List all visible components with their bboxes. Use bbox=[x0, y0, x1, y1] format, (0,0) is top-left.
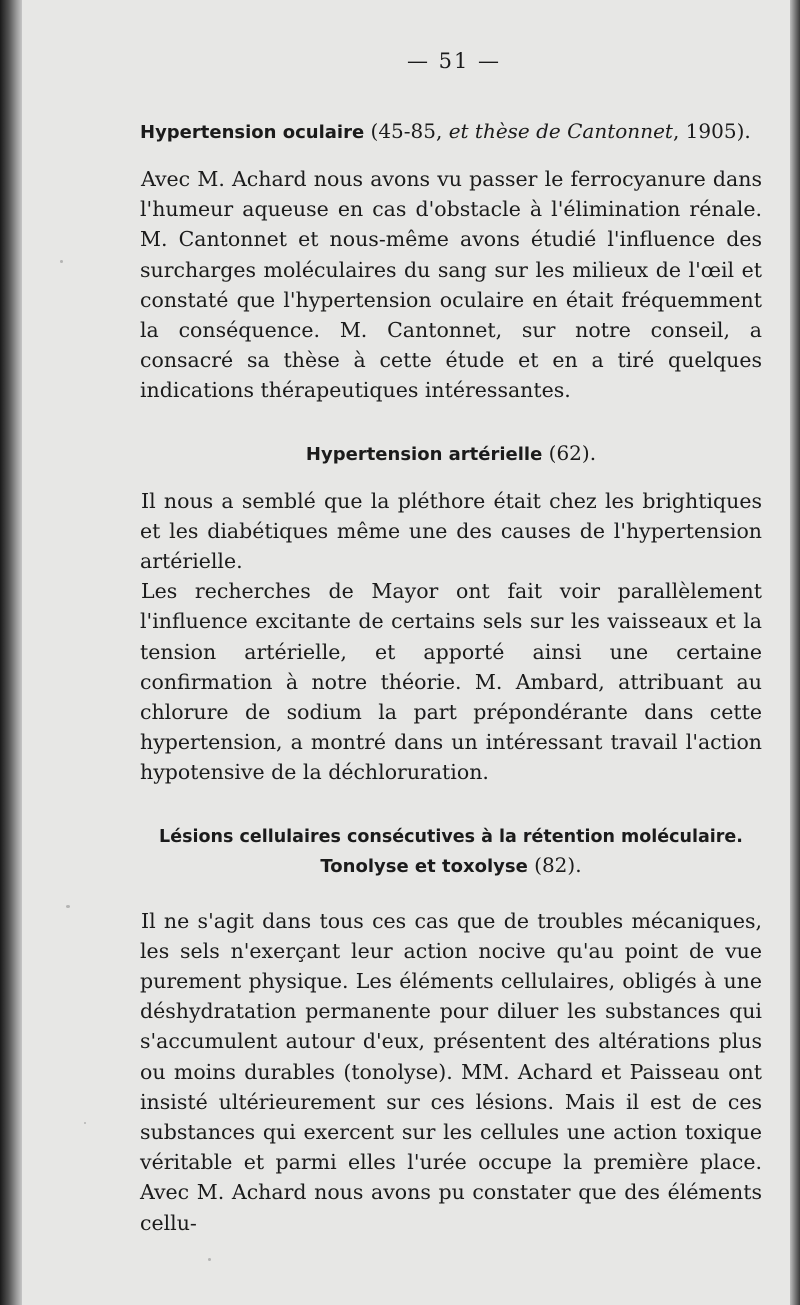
paragraph-oculaire: Avec M. Achard nous avons vu passer le ferrocyanure dans l'humeur aqueuse en cas d'obstacle à l'élimination rénale. M. Cantonnet et nous-même avons étudié l'influence des surcharges moléculaires du sang sur les milieux de l'œil et constaté que l'hypertension oculaire en était fréquemment la conséquence. M. Cantonnet, sur notre conseil, a consacré sa thèse à cette étude et en a tiré quelques indications thérapeutiques intéressantes. bbox=[140, 167, 762, 403]
paper-speck bbox=[208, 1258, 211, 1261]
paragraph-arterielle-1: Il nous a semblé que la pléthore était chez les brightiques et les diabétiques même une des causes de l'hypertension artérielle. bbox=[140, 488, 762, 574]
paragraph-arterielle-2: Les recherches de Mayor ont fait voir parallèlement l'influence excitante de certains sels sur les vaisseaux et la tension artérielle, et apporté ainsi une certaine confirmation à notre théorie. M. Ambard, attribuant au chlorure de sodium la part prépondérante dans cette hypertension, a montré dans un intéressant travail l'action hypotensive de la déchloruration. bbox=[140, 579, 762, 785]
paper-speck bbox=[84, 1122, 86, 1124]
heading-reference: (62). bbox=[542, 440, 597, 465]
paragraph-lesions: Il ne s'agit dans tous ces cas que de troubles mécaniques, les sels n'exerçant leur action nocive qu'au point de vue purement physique. Les éléments cellulaires, obligés à une déshydratation permanente pour diluer les substances qui s'accumulent autour d'eux, présentent des altérations plus ou moins durables (tonolyse). MM. Achard et Paisseau ont insisté ultérieurement sur ces lésions. Mais il est de ces substances qui exercent sur les cellules une action toxique véritable et parmi elles l'urée occupe la première place. Avec M. Achard nous avons pu constater que des éléments cellu- bbox=[140, 908, 762, 1235]
section-heading-hypertension-arterielle bbox=[140, 440, 762, 468]
text-block bbox=[140, 48, 762, 1238]
heading-reference: (82). bbox=[527, 852, 582, 877]
section-heading-lesions-line2 bbox=[140, 852, 762, 880]
paper-speck bbox=[60, 260, 63, 263]
scan-binding-shadow bbox=[0, 0, 22, 1305]
book-page bbox=[22, 0, 790, 1305]
heading-title: Hypertension artérielle bbox=[305, 443, 543, 465]
scan-right-edge bbox=[790, 0, 800, 1305]
heading-reference-italic: et thèse de Cantonnet bbox=[448, 119, 673, 143]
heading-reference-close: , 1905). bbox=[672, 119, 751, 143]
paper-speck bbox=[66, 905, 70, 908]
heading-reference-open: (45-85, bbox=[364, 119, 449, 143]
heading-title: Tonolyse et toxolyse bbox=[320, 855, 528, 877]
section-heading-hypertension-oculaire bbox=[140, 118, 762, 146]
heading-title: Hypertension oculaire bbox=[140, 122, 365, 143]
page-number: — 51 — bbox=[406, 49, 502, 73]
section-heading-lesions-line1: Lésions cellulaires consécutives à la rétention moléculaire. bbox=[159, 826, 743, 847]
